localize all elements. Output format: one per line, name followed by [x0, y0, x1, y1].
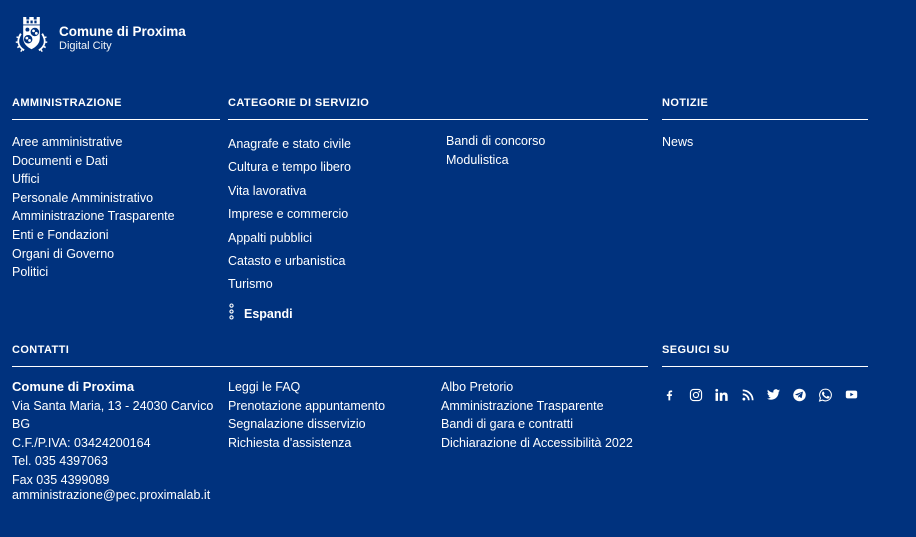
link-appalti-pubblici[interactable]: Appalti pubblici [228, 230, 313, 245]
rss-icon[interactable] [740, 387, 755, 402]
org-address: Via Santa Maria, 13 - 24030 Carvico BG [12, 398, 214, 432]
link-aree-amministrative[interactable]: Aree amministrative [12, 135, 123, 149]
link-catasto-e-urbanistica[interactable]: Catasto e urbanistica [228, 254, 346, 269]
contatti-info [12, 378, 220, 518]
brand-tagline: Digital City [59, 40, 112, 52]
link-bandi-di-gara-e-contratti[interactable]: Bandi di gara e contratti [441, 417, 574, 432]
footer-col-categorie [228, 97, 648, 326]
link-politici[interactable]: Politici [12, 265, 49, 280]
seguici-su-title: SEGUICI SU [662, 344, 868, 367]
link-albo-pretorio[interactable]: Albo Pretorio [441, 380, 514, 394]
link-richiesta-assistenza[interactable]: Richiesta d'assistenza [228, 435, 352, 450]
link-documenti-e-dati[interactable]: Documenti e Dati [12, 153, 108, 168]
link-modulistica[interactable]: Modulistica [446, 152, 509, 167]
link-uffici[interactable]: Uffici [12, 172, 40, 187]
brand-name: Comune di Proxima [59, 24, 186, 39]
facebook-icon[interactable] [662, 387, 677, 402]
link-news[interactable]: News [662, 135, 694, 149]
youtube-icon[interactable] [844, 387, 859, 402]
link-personale-amministrativo[interactable]: Personale Amministrativo [12, 190, 154, 205]
linkedin-icon[interactable] [714, 387, 729, 402]
contatti-title: CONTATTI [12, 344, 648, 367]
link-anagrafe-e-stato-civile[interactable]: Anagrafe e stato civile [228, 137, 351, 151]
link-bandi-di-concorso[interactable]: Bandi di concorso [446, 134, 546, 148]
link-prenotazione-appuntamento[interactable]: Prenotazione appuntamento [228, 398, 386, 413]
kebab-menu-icon [228, 303, 235, 326]
contatti-header [12, 344, 648, 367]
link-enti-e-fondazioni[interactable]: Enti e Fondazioni [12, 227, 109, 242]
site-logo[interactable] [13, 15, 186, 62]
telegram-icon[interactable] [792, 387, 807, 402]
contatti-links-col1 [228, 378, 433, 452]
link-organi-di-governo[interactable]: Organi di Governo [12, 246, 115, 261]
social-section [662, 344, 868, 402]
categorie-title: CATEGORIE DI SERVIZIO [228, 97, 648, 120]
footer-col-amministrazione [12, 97, 220, 282]
instagram-icon[interactable] [688, 387, 703, 402]
expand-button[interactable] [228, 303, 433, 326]
footer-col-notizie [662, 97, 868, 152]
org-name: Comune di Proxima [12, 379, 135, 394]
notizie-title: NOTIZIE [662, 97, 868, 120]
org-vat: C.F./P.IVA: 03424200164 [12, 435, 151, 450]
link-vita-lavorativa[interactable]: Vita lavorativa [228, 183, 307, 198]
link-imprese-e-commercio[interactable]: Imprese e commercio [228, 207, 349, 222]
link-amministrazione-trasparente[interactable]: Amministrazione Trasparente [12, 209, 175, 224]
link-leggi-le-faq[interactable]: Leggi le FAQ [228, 380, 301, 394]
org-fax: Fax 035 4399089 [12, 472, 110, 487]
coat-of-arms-icon [13, 15, 50, 62]
amministrazione-title: AMMINISTRAZIONE [12, 97, 220, 120]
link-segnalazione-disservizio[interactable]: Segnalazione disservizio [228, 417, 366, 432]
whatsapp-icon[interactable] [818, 387, 833, 402]
expand-label: Espandi [244, 307, 293, 322]
social-icons-row [662, 387, 868, 402]
contatti-links-col2 [441, 378, 651, 452]
link-amministrazione-trasparente-2[interactable]: Amministrazione Trasparente [441, 398, 604, 413]
link-dichiarazione-accessibilita[interactable]: Dichiarazione di Accessibilità 2022 [441, 435, 633, 450]
pec-email-link[interactable]: amministrazione@pec.proximalab.it [12, 488, 211, 502]
link-cultura-e-tempo-libero[interactable]: Cultura e tempo libero [228, 160, 351, 175]
org-phone: Tel. 035 4397063 [12, 454, 108, 469]
link-turismo[interactable]: Turismo [228, 277, 273, 292]
twitter-icon[interactable] [766, 387, 781, 402]
